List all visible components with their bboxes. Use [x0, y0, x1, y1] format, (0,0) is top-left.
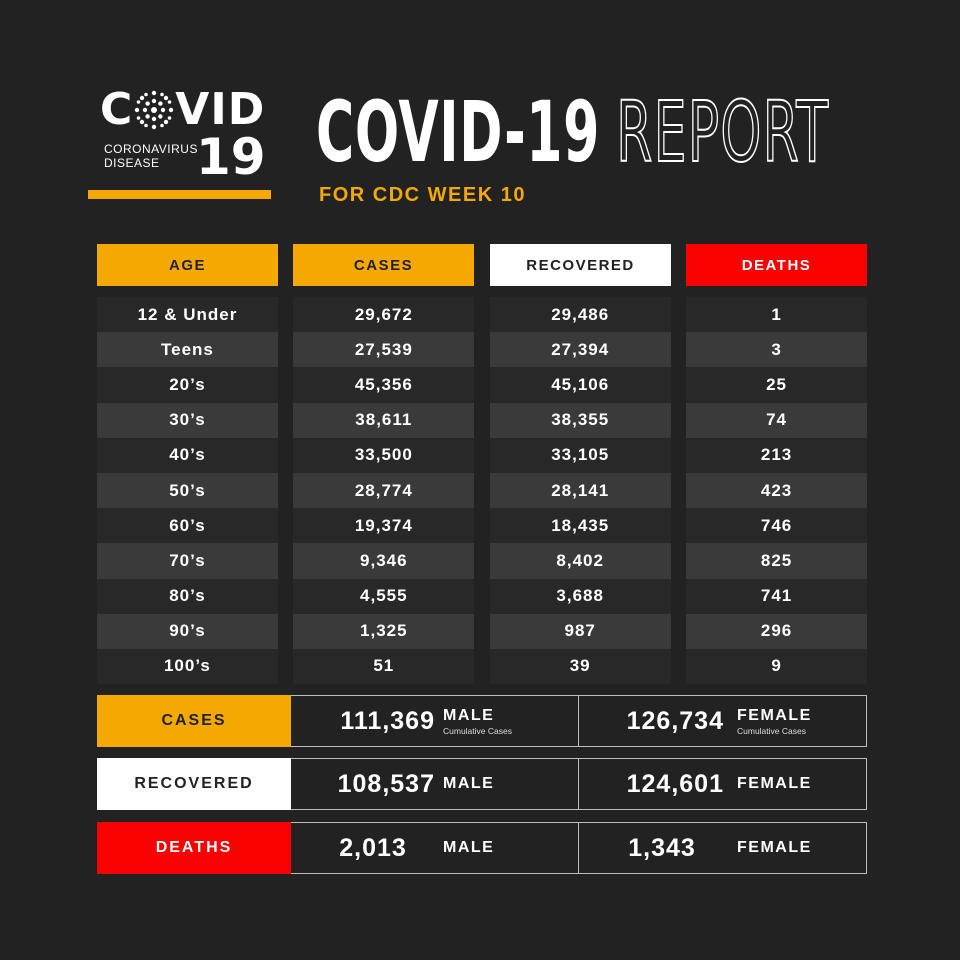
summary-female [578, 823, 866, 873]
summary-values [291, 822, 867, 874]
age-cell: 30’s [97, 403, 278, 438]
recovered-cell: 27,394 [490, 332, 671, 367]
summary-female [578, 759, 866, 809]
header-deaths: DEATHS [686, 244, 867, 286]
recovered-cell: 45,106 [490, 367, 671, 402]
deaths-cell: 296 [686, 614, 867, 649]
age-cell: 20’s [97, 367, 278, 402]
male-count: 2,013 [339, 834, 407, 862]
deaths-cell: 746 [686, 508, 867, 543]
male-count: 108,537 [337, 770, 435, 798]
page-title [316, 82, 829, 182]
age-cell: Teens [97, 332, 278, 367]
title-solid: COVID-19 [316, 83, 601, 181]
logo-sub-line1: CORONAVIRUS [104, 142, 198, 156]
summary-male [291, 823, 578, 873]
table-row [97, 403, 867, 438]
summary-female [578, 696, 866, 746]
logo-wordmark [100, 84, 266, 135]
female-label: FEMALE [737, 775, 812, 792]
summary-row-deaths [97, 822, 867, 874]
table-row [97, 473, 867, 508]
age-cell: 50’s [97, 473, 278, 508]
logo-subtitle [104, 142, 204, 170]
recovered-cell: 8,402 [490, 543, 671, 578]
cases-cell: 29,672 [293, 297, 474, 332]
summary-male [291, 696, 578, 746]
recovered-cell: 28,141 [490, 473, 671, 508]
deaths-cell: 741 [686, 579, 867, 614]
female-count: 1,343 [628, 834, 696, 862]
cases-cell: 28,774 [293, 473, 474, 508]
female-count: 126,734 [626, 707, 724, 735]
summary-label-recovered: RECOVERED [97, 758, 291, 810]
summary-label-deaths: DEATHS [97, 822, 291, 874]
table-row [97, 649, 867, 684]
table-row [97, 543, 867, 578]
male-sublabel: Cumulative Cases [443, 726, 512, 736]
table-row [97, 438, 867, 473]
page-subtitle: FOR CDC WEEK 10 [319, 184, 526, 206]
recovered-cell: 987 [490, 614, 671, 649]
female-count: 124,601 [626, 770, 724, 798]
cases-cell: 33,500 [293, 438, 474, 473]
cases-cell: 27,539 [293, 332, 474, 367]
cases-cell: 45,356 [293, 367, 474, 402]
female-label: FEMALE [737, 839, 812, 856]
male-label: MALE [443, 707, 495, 724]
table-row [97, 579, 867, 614]
female-label: FEMALE [737, 707, 812, 724]
cases-cell: 38,611 [293, 403, 474, 438]
cases-cell: 4,555 [293, 579, 474, 614]
table-row [97, 367, 867, 402]
recovered-cell: 33,105 [490, 438, 671, 473]
cases-cell: 9,346 [293, 543, 474, 578]
deaths-cell: 3 [686, 332, 867, 367]
recovered-cell: 29,486 [490, 297, 671, 332]
header-age: AGE [97, 244, 278, 286]
recovered-cell: 39 [490, 649, 671, 684]
age-cell: 40’s [97, 438, 278, 473]
cases-cell: 51 [293, 649, 474, 684]
age-cell: 90’s [97, 614, 278, 649]
table-row [97, 332, 867, 367]
table-row [97, 614, 867, 649]
female-sublabel: Cumulative Cases [737, 726, 806, 736]
summary-values [291, 758, 867, 810]
summary-row-cases [97, 695, 867, 747]
summary-male [291, 759, 578, 809]
logo-sub-line2: DISEASE [104, 156, 160, 170]
age-table [97, 297, 867, 684]
deaths-cell: 213 [686, 438, 867, 473]
deaths-cell: 74 [686, 403, 867, 438]
deaths-cell: 825 [686, 543, 867, 578]
virus-icon [134, 90, 174, 130]
table-row [97, 508, 867, 543]
deaths-cell: 1 [686, 297, 867, 332]
covid19-logo [100, 84, 270, 200]
cases-cell: 1,325 [293, 614, 474, 649]
deaths-cell: 9 [686, 649, 867, 684]
logo-number: 19 [196, 128, 266, 186]
deaths-cell: 25 [686, 367, 867, 402]
logo-letter-c: C [100, 84, 134, 135]
summary-label-cases: CASES [97, 695, 291, 747]
age-cell: 12 & Under [97, 297, 278, 332]
summary-row-recovered [97, 758, 867, 810]
age-cell: 60’s [97, 508, 278, 543]
age-cell: 70’s [97, 543, 278, 578]
summary-values [291, 695, 867, 747]
table-row [97, 297, 867, 332]
age-cell: 80’s [97, 579, 278, 614]
deaths-cell: 423 [686, 473, 867, 508]
logo-underline-bar [88, 190, 271, 199]
cases-cell: 19,374 [293, 508, 474, 543]
age-cell: 100’s [97, 649, 278, 684]
recovered-cell: 18,435 [490, 508, 671, 543]
title-outline: REPORT [616, 83, 830, 181]
recovered-cell: 38,355 [490, 403, 671, 438]
recovered-cell: 3,688 [490, 579, 671, 614]
header-cases: CASES [293, 244, 474, 286]
logo-letters-vid: VID [175, 84, 266, 135]
male-label: MALE [443, 839, 495, 856]
header-recovered: RECOVERED [490, 244, 671, 286]
male-count: 111,369 [340, 707, 435, 735]
male-label: MALE [443, 775, 495, 792]
